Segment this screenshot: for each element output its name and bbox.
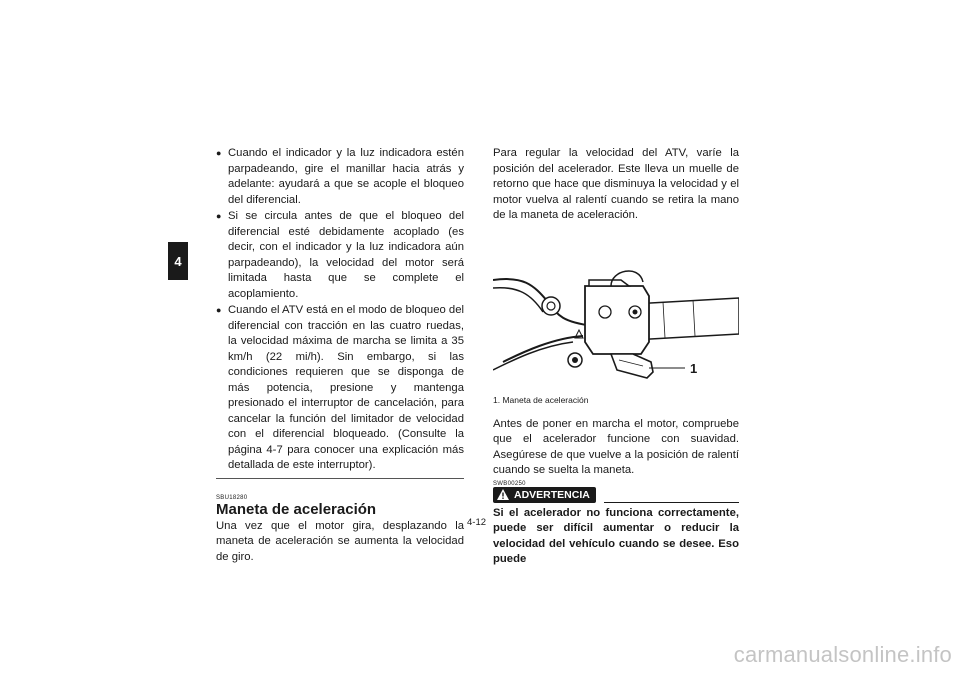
bullet-text: Cuando el ATV está en el modo de bloqueo del diferencial con tracción en las cuatro ruedas, la velocidad máxima de marcha se limita a 35 km/h (22 mi/h). Sin embargo, si las condiciones requieren que se disponga de más potencia, presione y mantenga presionado el interruptor de cancelación, para cancelar la función del limitador de velocidad con el diferencial bloqueado. (Consulte la página 4-7 para conocer una explicación más detallada de este interruptor).	[228, 304, 464, 471]
bullet-dot-icon: ●	[216, 211, 222, 221]
warning-code: SWB00250	[493, 480, 526, 487]
warning-rule	[604, 501, 739, 503]
figure-caption: 1. Maneta de aceleración	[493, 394, 589, 405]
bullet-item	[216, 146, 464, 208]
bullet-dot-icon: ●	[216, 305, 222, 315]
section-code: SBU18280	[216, 494, 248, 501]
bullet-item	[216, 303, 464, 474]
section-body: Una vez que el motor gira, desplazando la maneta de aceleración se aumenta la velocidad de giro.	[216, 519, 464, 563]
figure-callout-number: 1	[690, 360, 698, 376]
left-column	[216, 146, 464, 565]
page-number: 4-12	[467, 517, 487, 528]
warning-badge	[493, 487, 596, 503]
bullet-item	[216, 209, 464, 302]
bullet-dot-icon: ●	[216, 148, 222, 158]
warning-header	[493, 487, 739, 503]
check-paragraph: Antes de poner en marcha el motor, compruebe que el acelerador funcione con suavidad. Asegúrese de que vuelve a la posición de ralentí cuando se suelta la maneta.	[493, 417, 739, 476]
chapter-tab: 4	[168, 242, 188, 280]
warning-triangle-icon	[496, 488, 510, 501]
section-divider	[216, 478, 464, 479]
warning-text: Si el acelerador no funciona correctamente, puede ser difícil aumentar o reducir la velocidad del vehículo cuando se desee. Eso puede	[493, 506, 739, 565]
watermark: carmanualsonline.info	[733, 642, 952, 667]
right-column	[493, 146, 739, 568]
intro-paragraph: Para regular la velocidad del ATV, varíe la posición del acelerador. Este lleva un muelle de retorno que hace que disminuya la velocidad y el motor vuelva al ralentí cuando se retira la mano de la maneta de aceleración.	[493, 147, 739, 221]
section-heading: Maneta de aceleración	[216, 500, 377, 518]
warning-label: ADVERTENCIA	[514, 488, 590, 501]
throttle-lever-illustration	[493, 242, 739, 382]
bullet-text: Cuando el indicador y la luz indicadora estén parpadeando, gire el manillar hacia atrás y adelante: ayudará a que se acople el bloqueo del diferencial.	[228, 147, 464, 206]
bullet-text: Si se circula antes de que el bloqueo del diferencial esté debidamente acoplado (es decir, con el indicador y la luz indicadora aún parpadeando), la velocidad del motor será limitada hasta que se complete el acoplamiento.	[228, 210, 464, 300]
